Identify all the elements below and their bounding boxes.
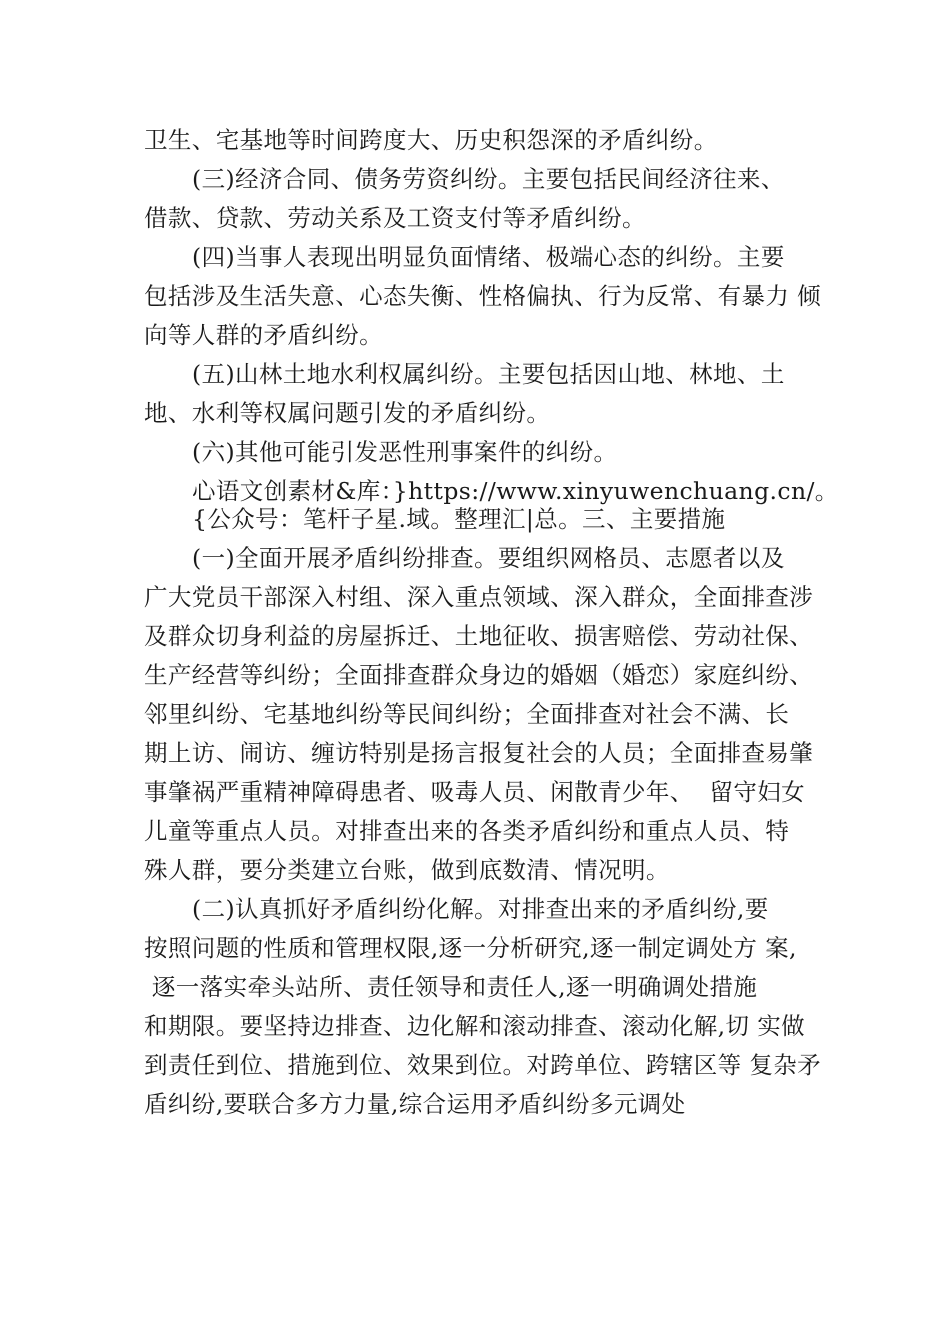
text-line: 借款、贷款、劳动关系及工资支付等矛盾纠纷。 xyxy=(144,204,646,232)
text-line: 地、水利等权属问题引发的矛盾纠纷。 xyxy=(144,399,551,427)
paragraph-first-line: (三)经济合同、债务劳资纠纷。主要包括民间经济往来、 xyxy=(192,165,785,193)
text-line: 殊人群，要分类建立台账，做到底数清、情况明。 xyxy=(144,856,670,884)
text-line: 儿童等重点人员。对排查出来的各类矛盾纠纷和重点人员、特 xyxy=(144,817,790,845)
paragraph-first-line: (四)当事人表现出明显负面情绪、极端心态的纠纷。主要 xyxy=(192,243,785,271)
text-line: 逐一落实牵头站所、责任领导和责任人,逐一明确调处措施 xyxy=(144,973,758,1001)
source-note-line: {公众号：笔杆子星.域。整理汇|总。三、主要措施 xyxy=(192,505,726,533)
text-line: 到责任到位、措施到位、效果到位。对跨单位、跨辖区等 复杂矛 xyxy=(144,1051,822,1079)
paragraph-first-line: (一)全面开展矛盾纠纷排查。要组织网格员、志愿者以及 xyxy=(192,544,785,572)
text-line: 及群众切身利益的房屋拆迁、土地征收、损害赔偿、劳动社保、 xyxy=(144,622,814,650)
paragraph-first-line: (二)认真抓好矛盾纠纷化解。对排查出来的矛盾纠纷,要 xyxy=(192,895,769,923)
paragraph-first-line: (六)其他可能引发恶性刑事案件的纠纷。 xyxy=(192,438,618,466)
source-note-line: 心语文创素材&库：}https://www.xinyuwenchuang.cn/。 xyxy=(192,477,839,505)
paragraph-first-line: (五)山林土地水利权属纠纷。主要包括因山地、林地、土 xyxy=(192,360,785,388)
text-line: 事肇祸严重精神障碍患者、吸毒人员、闲散青少年、 留守妇女 xyxy=(144,778,806,806)
text-line: 期上访、闹访、缠访特别是扬言报复社会的人员；全面排查易肇 xyxy=(144,739,814,767)
text-line: 向等人群的矛盾纠纷。 xyxy=(144,321,383,349)
text-line: 盾纠纷,要联合多方力量,综合运用矛盾纠纷多元调处 xyxy=(144,1090,686,1118)
text-line: 邻里纠纷、宅基地纠纷等民间纠纷；全面排查对社会不满、长 xyxy=(144,700,790,728)
text-line: 生产经营等纠纷；全面排查群众身边的婚姻（婚恋）家庭纠纷、 xyxy=(144,661,814,689)
text-line: 包括涉及生活失意、心态失衡、性格偏执、行为反常、有暴力 倾 xyxy=(144,282,822,310)
text-line: 卫生、宅基地等时间跨度大、历史积怨深的矛盾纠纷。 xyxy=(144,126,718,154)
text-line: 广大党员干部深入村组、深入重点领域、深入群众，全面排查涉 xyxy=(144,583,814,611)
text-line: 按照问题的性质和管理权限,逐一分析研究,逐一制定调处方 案, xyxy=(144,934,797,962)
text-line: 和期限。要坚持边排查、边化解和滚动排查、滚动化解,切 实做 xyxy=(144,1012,806,1040)
